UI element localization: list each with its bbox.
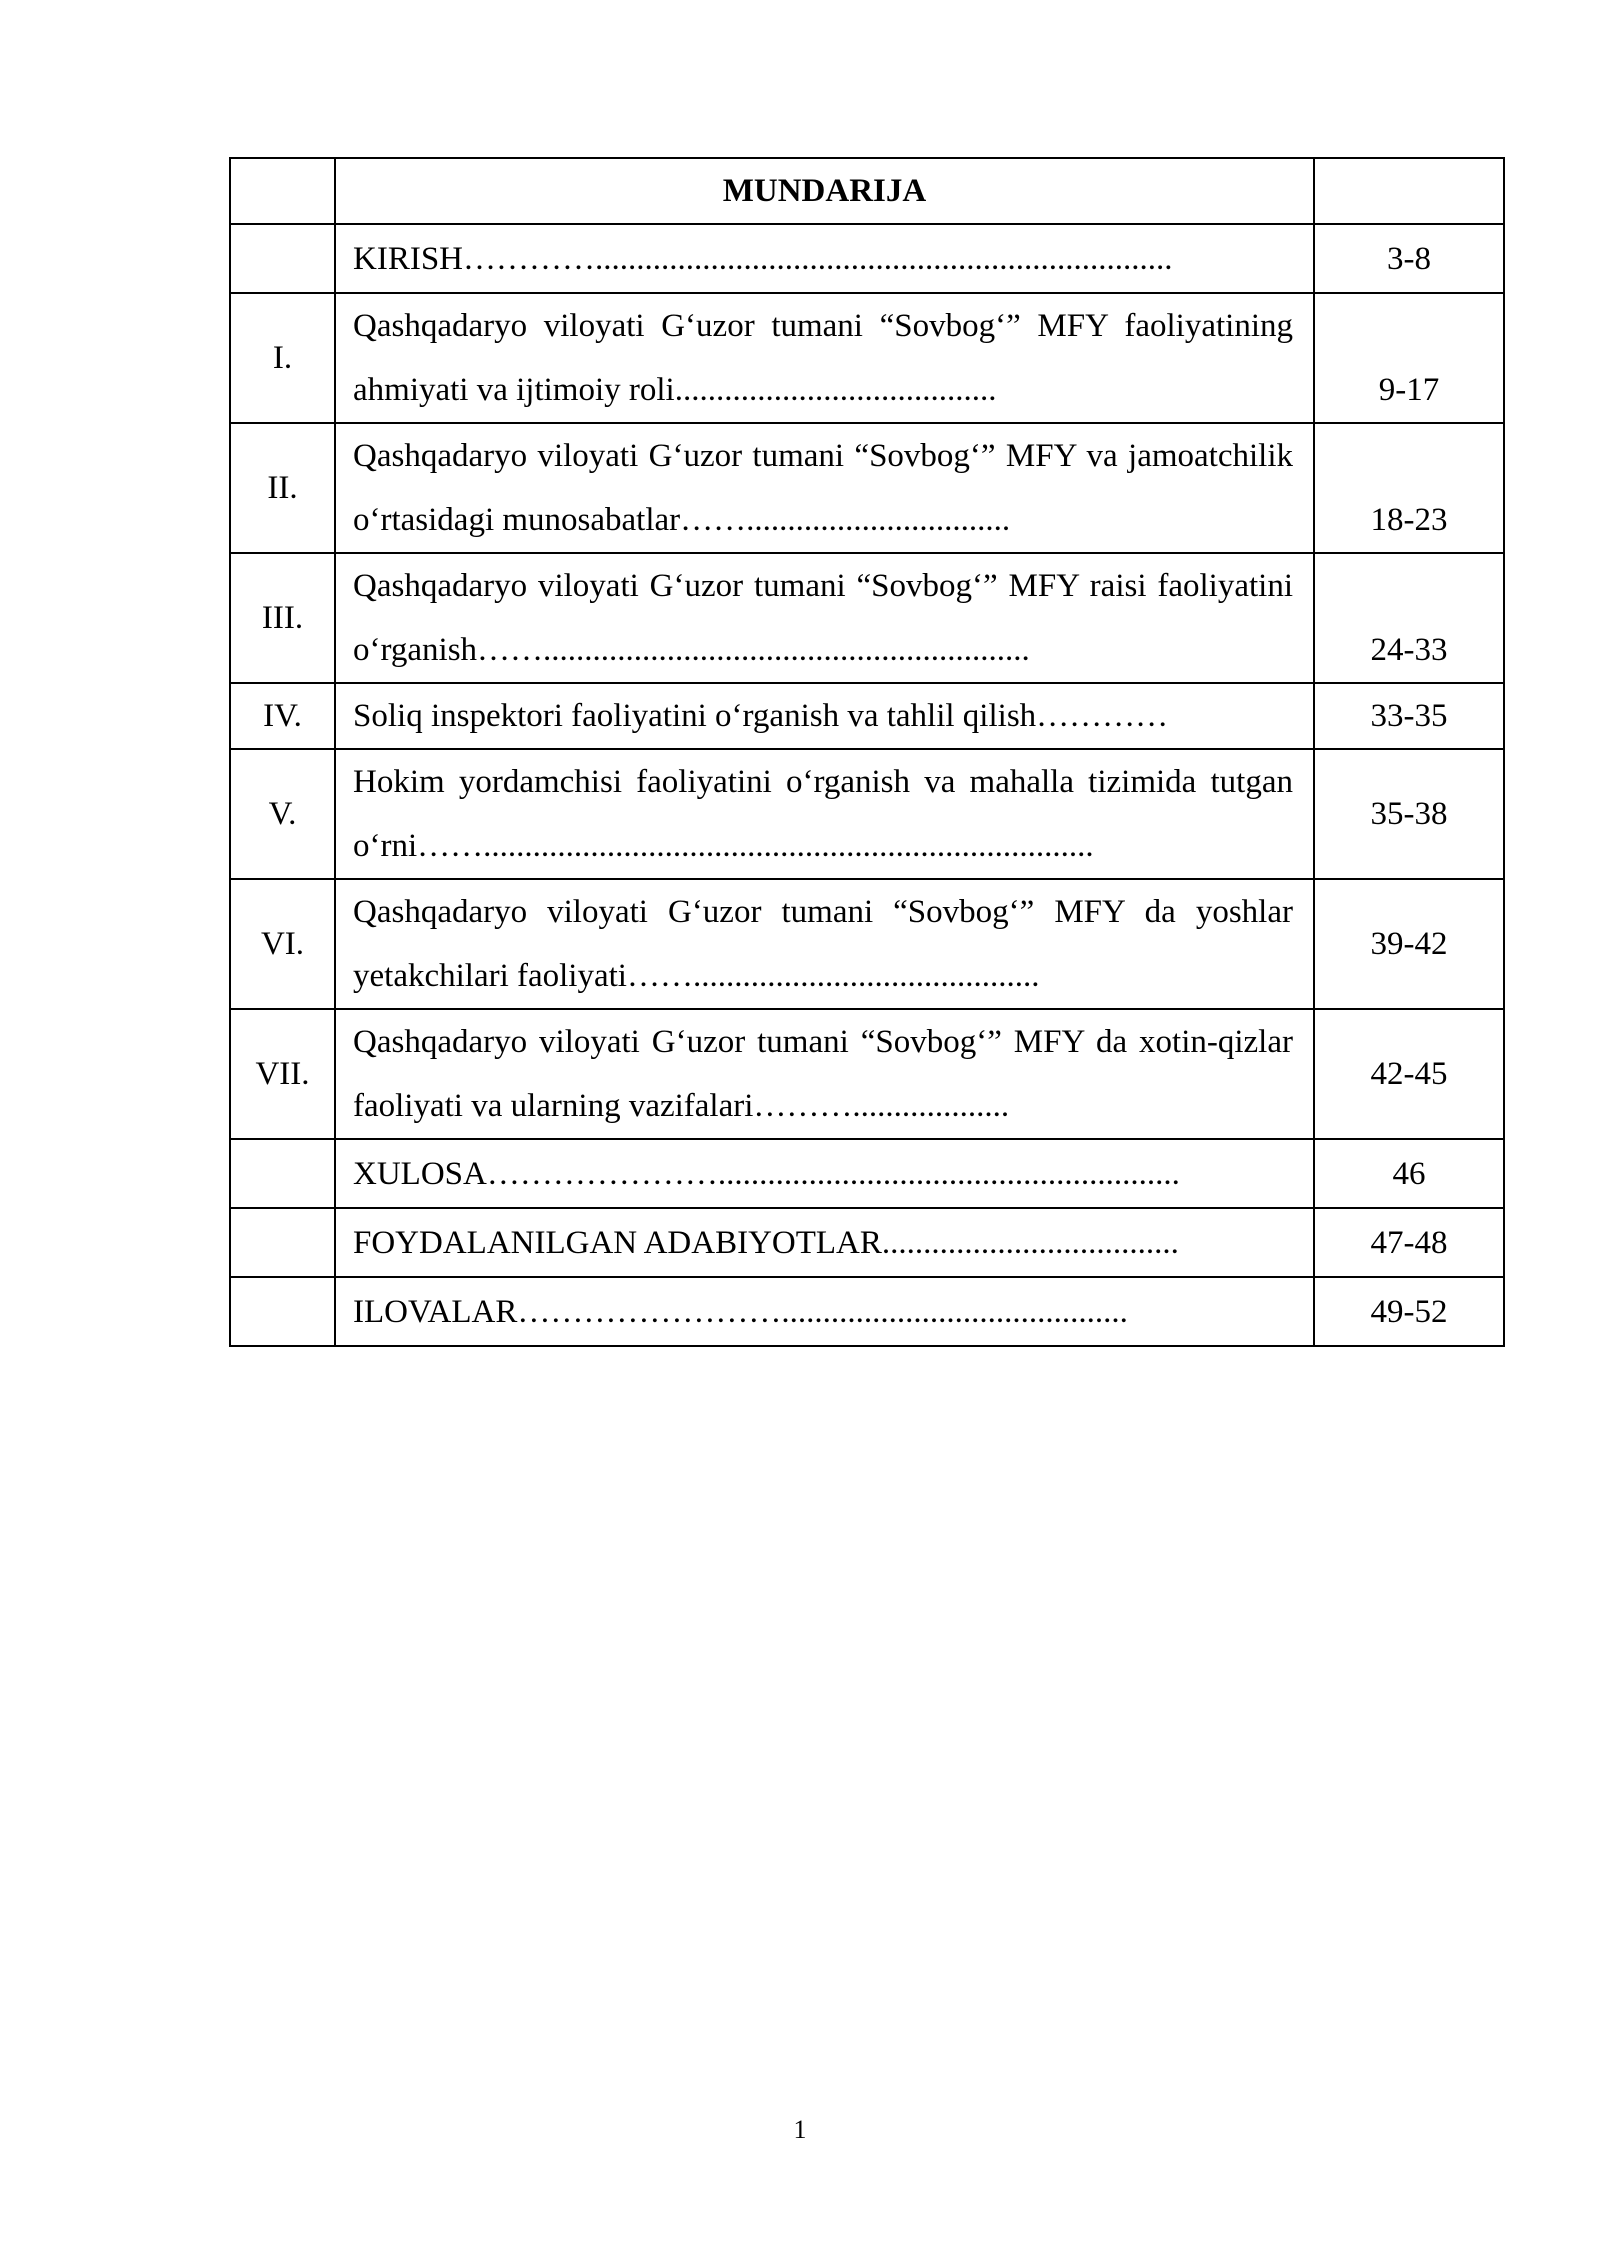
toc-page-cell: 47-48 bbox=[1314, 1208, 1504, 1277]
toc-title-cell: Soliq inspektori faoliyatini o‘rganish va tahlil qilish………… bbox=[335, 683, 1314, 749]
table-row bbox=[230, 749, 1504, 879]
table-row bbox=[230, 423, 1504, 553]
toc-num-cell: V. bbox=[230, 749, 335, 879]
toc-heading: MUNDARIJA bbox=[335, 158, 1314, 224]
toc-num-cell: VII. bbox=[230, 1009, 335, 1139]
table-row bbox=[230, 1208, 1504, 1277]
toc-num-cell bbox=[230, 1208, 335, 1277]
toc-page-cell: 18-23 bbox=[1314, 423, 1504, 553]
toc-num-cell: III. bbox=[230, 553, 335, 683]
toc-page-cell: 24-33 bbox=[1314, 553, 1504, 683]
toc-page-cell: 39-42 bbox=[1314, 879, 1504, 1009]
table-row bbox=[230, 1009, 1504, 1139]
toc-title-cell: XULOSA…………………........................................................ bbox=[335, 1139, 1314, 1208]
toc-num-cell: VI. bbox=[230, 879, 335, 1009]
table-row bbox=[230, 879, 1504, 1009]
table-row bbox=[230, 683, 1504, 749]
toc-num-cell bbox=[230, 224, 335, 293]
toc-page-cell: 3-8 bbox=[1314, 224, 1504, 293]
toc-title-cell: Qashqadaryo viloyati G‘uzor tumani “Sovbog‘” MFY va jamoatchilik o‘rtasidagi munosabatlar……................................ bbox=[335, 423, 1314, 553]
table-row bbox=[230, 1277, 1504, 1346]
toc-page-cell: 9-17 bbox=[1314, 293, 1504, 423]
toc-page-cell: 42-45 bbox=[1314, 1009, 1504, 1139]
toc-num-cell bbox=[230, 1277, 335, 1346]
toc-page-cell: 49-52 bbox=[1314, 1277, 1504, 1346]
toc-title-cell: Qashqadaryo viloyati G‘uzor tumani “Sovbog‘” MFY da yoshlar yetakchilari faoliyati…….......................................... bbox=[335, 879, 1314, 1009]
toc-num-cell: I. bbox=[230, 293, 335, 423]
toc-title-cell: Qashqadaryo viloyati G‘uzor tumani “Sovbog‘” MFY da xotin-qizlar faoliyati va ularning vazifalari………................... bbox=[335, 1009, 1314, 1139]
table-row bbox=[230, 293, 1504, 423]
toc-num-cell bbox=[230, 158, 335, 224]
toc-num-cell: II. bbox=[230, 423, 335, 553]
toc-title-cell: Hokim yordamchisi faoliyatini o‘rganish va mahalla tizimida tutgan o‘rni…….......................................................................... bbox=[335, 749, 1314, 879]
table-of-contents bbox=[229, 157, 1505, 1347]
toc-title-cell: FOYDALANILGAN ADABIYOTLAR.................................... bbox=[335, 1208, 1314, 1277]
toc-page-cell: 33-35 bbox=[1314, 683, 1504, 749]
page-number: 1 bbox=[793, 2115, 807, 2144]
toc-num-cell bbox=[230, 1139, 335, 1208]
toc-num-cell: IV. bbox=[230, 683, 335, 749]
table-row bbox=[230, 1139, 1504, 1208]
toc-page-cell: 35-38 bbox=[1314, 749, 1504, 879]
table-row bbox=[230, 224, 1504, 293]
toc-page-cell bbox=[1314, 158, 1504, 224]
toc-title-cell: ILOVALAR…………………….......................................... bbox=[335, 1277, 1314, 1346]
toc-heading-row bbox=[230, 158, 1504, 224]
toc-title-cell: KIRISH…………...................................................................... bbox=[335, 224, 1314, 293]
toc-title-cell: Qashqadaryo viloyati G‘uzor tumani “Sovbog‘” MFY faoliyatining ahmiyati va ijtimoiy roli....................................... bbox=[335, 293, 1314, 423]
toc-title-cell: Qashqadaryo viloyati G‘uzor tumani “Sovbog‘” MFY raisi faoliyatini o‘rganish……........................................................... bbox=[335, 553, 1314, 683]
toc-page-cell: 46 bbox=[1314, 1139, 1504, 1208]
table-row bbox=[230, 553, 1504, 683]
